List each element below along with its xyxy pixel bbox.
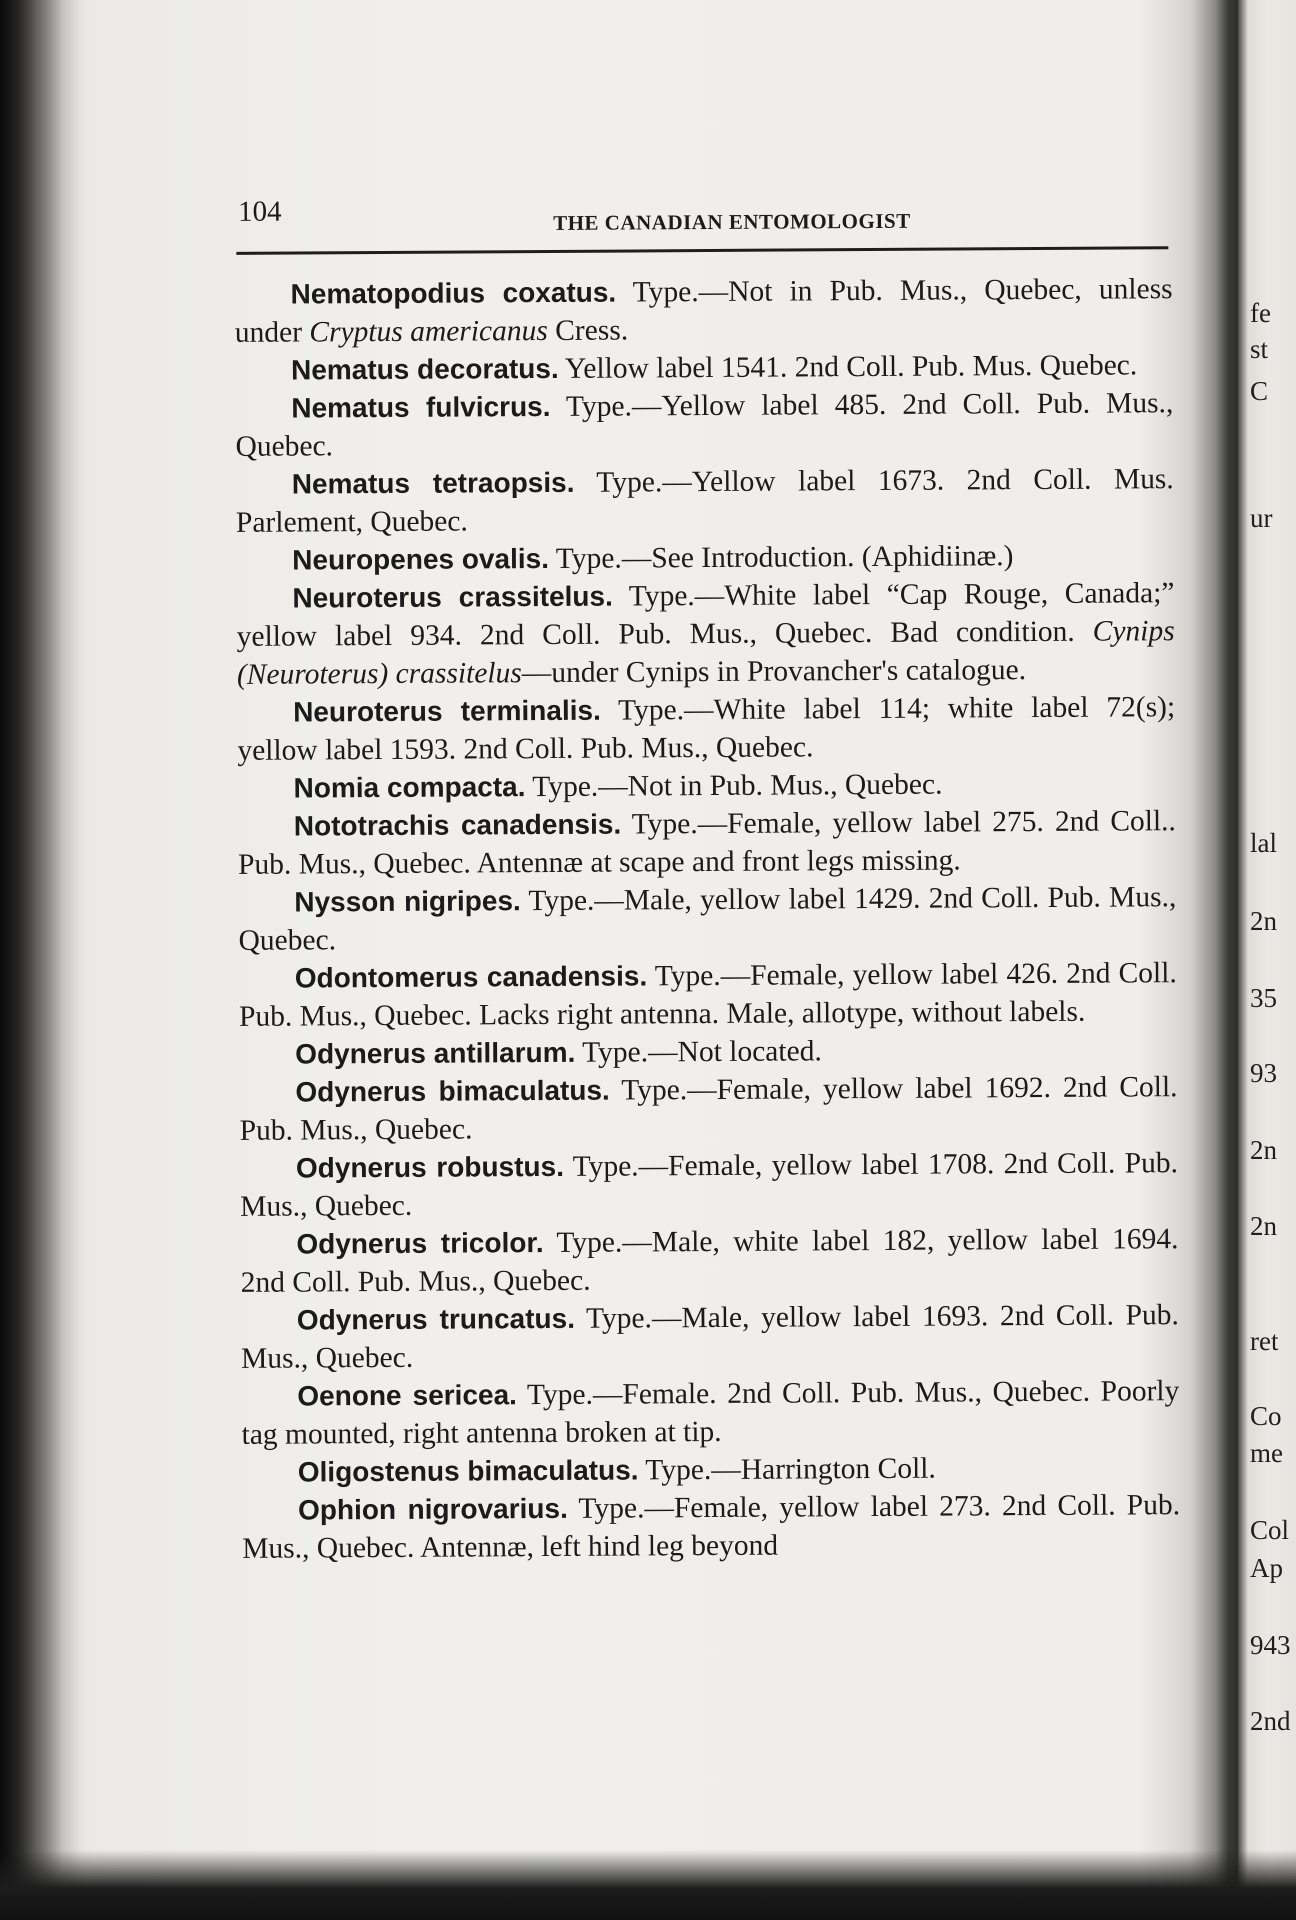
catalogue-entry <box>238 764 1176 808</box>
entry-list <box>234 270 1180 1568</box>
catalogue-entry <box>235 346 1173 390</box>
note-text: Yellow label 1541. 2nd Coll. Pub. Mus. Quebec. <box>564 349 1138 385</box>
species-name: Oenone sericea. <box>297 1379 517 1412</box>
catalogue-entry <box>242 1448 1180 1492</box>
note-text: Type.—Female. 2nd Coll. Pub. Mus., Quebec. Poorly tag mounted, right antenna broken at tip. <box>241 1375 1180 1451</box>
header-rule <box>236 246 1168 255</box>
catalogue-entry <box>238 878 1176 960</box>
note-text-tail: Cress. <box>547 314 629 347</box>
catalogue-entry <box>239 1030 1177 1074</box>
note-text: Type.—Female, yellow label 1708. 2nd Coll. Pub. Mus., Quebec. <box>240 1147 1179 1223</box>
entry-note <box>565 349 1137 384</box>
species-name: Neuroterus terminalis. <box>293 694 601 728</box>
note-text: Type.—Female, yellow label 1692. 2nd Coll. Pub. Mus., Quebec. <box>239 1071 1178 1147</box>
note-text: Type.—Female, yellow label 426. 2nd Coll. Pub. Mus., Quebec. Lacks right antenna. Male, allotype, without labels. <box>238 957 1177 1033</box>
species-name: Nematus fulvicrus. <box>291 390 551 424</box>
species-name: Odynerus antillarum. <box>295 1036 576 1070</box>
species-name: Nomia compacta. <box>293 771 526 804</box>
catalogue-entry <box>239 1068 1177 1150</box>
note-text-tail: —under Cynips in Provancher's catalogue. <box>521 654 1027 690</box>
catalogue-entry <box>241 1296 1179 1378</box>
note-text: Type.—Yellow label 1673. 2nd Coll. Mus. Parlement, Quebec. <box>235 463 1174 539</box>
facing-page-fragment: st <box>1250 334 1269 364</box>
catalogue-entry <box>234 270 1172 352</box>
book-page <box>218 190 1181 1565</box>
catalogue-entry <box>240 1144 1178 1226</box>
facing-page-fragment: 2nd <box>1250 1706 1291 1736</box>
catalogue-entry <box>236 536 1174 580</box>
species-name: Odynerus bimaculatus. <box>295 1074 610 1108</box>
note-text: Type.—Male, yellow label 1429. 2nd Coll. Pub. Mus., Quebec. <box>238 881 1177 957</box>
note-text: Type.—Not in Pub. Mus., Quebec, unless under <box>234 273 1173 349</box>
italic-taxon: Cryptus americanus <box>309 314 548 349</box>
facing-page-fragment: Col <box>1250 1515 1290 1545</box>
facing-page-fragment: 2n <box>1250 906 1277 936</box>
facing-page-fragment: ur <box>1250 503 1273 533</box>
note-text: Type.—Not located. <box>582 1035 822 1069</box>
note-text: Type.—Yellow label 485. 2nd Coll. Pub. Mus., Quebec. <box>235 387 1174 463</box>
facing-page-fragment: 35 <box>1250 983 1277 1013</box>
catalogue-entry <box>237 688 1175 770</box>
note-text: Type.—Not in Pub. Mus., Quebec. <box>532 768 943 804</box>
facing-page-fragment: 93 <box>1250 1058 1277 1088</box>
note-text: Type.—See Introduction. (Aphidiinæ.) <box>555 540 1014 575</box>
catalogue-entry <box>241 1372 1179 1454</box>
species-name: Nematus tetraopsis. <box>291 466 575 500</box>
note-text: Type.—Female, yellow label 273. 2nd Coll. Pub. Mus., Quebec. Antennæ, left hind leg beyond <box>242 1489 1181 1565</box>
facing-page-fragment: Co <box>1250 1401 1282 1431</box>
species-name: Odynerus robustus. <box>295 1150 565 1184</box>
note-text: Type.—Female, yellow label 275. 2nd Coll.. Pub. Mus., Quebec. Antennæ at scape and front legs missing. <box>237 805 1176 881</box>
catalogue-entry <box>236 460 1174 542</box>
catalogue-entry <box>236 574 1175 694</box>
facing-page-fragment: fe <box>1250 298 1271 328</box>
catalogue-entry <box>235 384 1173 466</box>
entry-note <box>532 769 942 804</box>
catalogue-entry <box>240 1220 1178 1302</box>
catalogue-entry <box>238 802 1176 884</box>
facing-page-fragment: 2n <box>1250 1211 1277 1241</box>
facing-page-edge <box>1238 0 1296 1920</box>
bottom-shadow <box>0 1850 1296 1920</box>
entry-note <box>582 1035 822 1068</box>
facing-page-fragment: Ap <box>1250 1553 1283 1583</box>
species-name: Ophion nigrovarius. <box>297 1492 568 1526</box>
note-text: Type.—Male, white label 182, yellow label 1694. 2nd Coll. Pub. Mus., Quebec. <box>240 1223 1179 1299</box>
facing-page-fragment: lal <box>1250 828 1277 858</box>
species-name: Odontomerus canadensis. <box>294 960 648 994</box>
facing-page-fragment: C <box>1250 376 1269 406</box>
species-name: Nematopodius coxatus. <box>290 276 617 310</box>
facing-page-fragment: me <box>1250 1438 1283 1468</box>
species-name: Nysson nigripes. <box>294 885 521 918</box>
running-head: THE CANADIAN ENTOMOLOGIST <box>553 208 911 235</box>
species-name: Odynerus tricolor. <box>296 1227 544 1260</box>
species-name: Odynerus truncatus. <box>296 1302 576 1336</box>
facing-page-fragment: ret <box>1250 1326 1279 1356</box>
note-text: Type.—White label “Cap Rouge, Canada;” yellow label 934. 2nd Coll. Pub. Mus., Quebec. Bad condition. <box>236 577 1175 653</box>
facing-page-fragment: 2n <box>1250 1135 1277 1165</box>
catalogue-entry <box>242 1486 1180 1568</box>
species-name: Nematus decoratus. <box>290 352 559 386</box>
note-text: Type.—Harrington Coll. <box>645 1452 936 1487</box>
note-text: Type.—White label 114; white label 72(s); yellow label 1593. 2nd Coll. Pub. Mus., Quebec. <box>237 691 1176 767</box>
page-header <box>218 190 1168 244</box>
entry-note <box>556 540 1014 575</box>
species-name: Neuroterus crassitelus. <box>292 580 613 614</box>
page-number: 104 <box>237 195 282 228</box>
species-name: Nototrachis canadensis. <box>293 808 622 842</box>
catalogue-entry <box>239 954 1177 1036</box>
italic-taxon: Cynips (Neuroterus) crassitelus <box>236 615 1175 691</box>
facing-page-fragment: 943 <box>1250 1630 1291 1660</box>
spine-shadow <box>0 0 80 1920</box>
note-text: Type.—Male, yellow label 1693. 2nd Coll. Pub. Mus., Quebec. <box>241 1299 1179 1375</box>
species-name: Oligostenus bimaculatus. <box>297 1454 639 1488</box>
species-name: Neuropenes ovalis. <box>292 542 550 576</box>
entry-note <box>645 1453 936 1487</box>
